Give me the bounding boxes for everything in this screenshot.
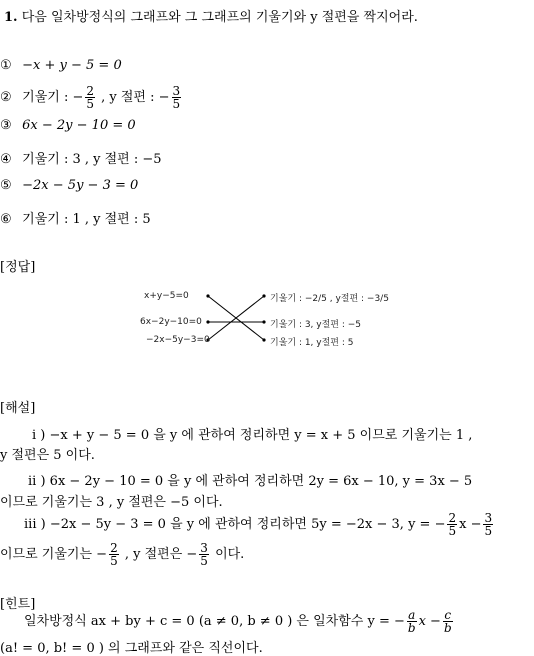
option-marker: ② xyxy=(0,90,12,105)
option-marker: ④ xyxy=(0,152,12,167)
matching-diagram xyxy=(140,282,400,354)
option-middle: , y 절편 : − xyxy=(97,90,170,105)
question-number: 1. xyxy=(4,10,18,25)
option-text: 기울기 : 1 , y 절편 : 5 xyxy=(22,212,151,227)
option-1 xyxy=(0,58,122,73)
hint-header: [힌트] xyxy=(0,597,36,612)
option-marker: ① xyxy=(0,58,12,73)
step-label: ii ) xyxy=(28,474,46,489)
hint-line-1 xyxy=(24,604,455,640)
step-label: iii ) xyxy=(24,517,46,532)
fraction: $\frac{3}{5}$ xyxy=(172,84,181,111)
explanation-ii-line-2: 이므로 기울기는 3 , y 절편은 −5 이다. xyxy=(0,495,223,510)
fraction: $\frac{2}{5}$ xyxy=(110,541,118,568)
hint-text: x − xyxy=(418,614,441,629)
hint-line-2: (a! = 0, b! = 0 ) 의 그래프와 같은 직선이다. xyxy=(0,641,263,656)
fraction: $\frac{3}{5}$ xyxy=(484,511,493,538)
explanation-iii-line-2 xyxy=(0,537,244,573)
diagram-right-2: 기울기 : 3, y절편 : −5 xyxy=(270,320,362,330)
step-text: −2x − 5y − 3 = 0 을 y 에 관하여 정리하면 5y = −2x − 3, y = − xyxy=(49,517,446,532)
step-text: x − xyxy=(459,517,482,532)
option-2 xyxy=(0,80,183,116)
question-text: 다음 일차방정식의 그래프와 그 그래프의 기울기와 y 절편을 짝지어라. xyxy=(21,10,418,25)
step-label: i ) xyxy=(32,428,46,443)
option-marker: ⑤ xyxy=(0,178,12,193)
option-text: −x + y − 5 = 0 xyxy=(22,58,122,73)
fraction: $\frac{3}{5}$ xyxy=(200,541,208,568)
option-text: 기울기 : 3 , y 절편 : −5 xyxy=(22,152,162,167)
option-text: −2x − 5y − 3 = 0 xyxy=(22,178,139,193)
option-text: 6x − 2y − 10 = 0 xyxy=(22,118,136,133)
step-text: −x + y − 5 = 0 을 y 에 관하여 정리하면 y = x + 5 이므로 기울기는 1 , xyxy=(49,428,473,443)
option-5 xyxy=(0,178,138,193)
option-marker: ③ xyxy=(0,118,12,133)
diagram-right-1: 기울기 : −2/5 , y절편 : −3/5 xyxy=(270,294,389,304)
step-text: 6x − 2y − 10 = 0 을 y 에 관하여 정리하면 2y = 6x − 10, y = 3x − 5 xyxy=(49,474,473,489)
diagram-left-3: −2x−5y−3=0 xyxy=(146,335,210,345)
diagram-left-2: 6x−2y−10=0 xyxy=(140,317,202,327)
hint-text: 일차방정식 ax + by + c = 0 (a ≠ 0, b ≠ 0 ) 은 일차함수 y = − xyxy=(24,614,405,629)
option-4 xyxy=(0,148,162,167)
option-3 xyxy=(0,118,136,133)
option-marker: ⑥ xyxy=(0,212,12,227)
diagram-left-1: x+y−5=0 xyxy=(144,291,189,301)
explanation-ii-line-1 xyxy=(28,470,472,489)
explanation-i-line-1 xyxy=(32,424,472,443)
option-prefix: 기울기 : − xyxy=(22,90,84,105)
explanation-i-line-2: y 절편은 5 이다. xyxy=(0,448,95,463)
fraction: $\frac{c}{b}$ xyxy=(443,608,452,635)
question xyxy=(4,6,418,25)
explanation-header: [해설] xyxy=(0,401,36,416)
answer-header: [정답] xyxy=(0,260,36,275)
step-text: 이므로 기울기는 − xyxy=(0,547,108,562)
step-text: 이다. xyxy=(210,547,245,562)
step-text: , y 절편은 − xyxy=(120,547,198,562)
fraction: $\frac{a}{b}$ xyxy=(407,608,416,635)
fraction: $\frac{2}{5}$ xyxy=(448,511,457,538)
fraction: $\frac{2}{5}$ xyxy=(86,84,94,111)
diagram-right-3: 기울기 : 1, y절편 : 5 xyxy=(270,338,354,348)
option-6 xyxy=(0,208,151,227)
